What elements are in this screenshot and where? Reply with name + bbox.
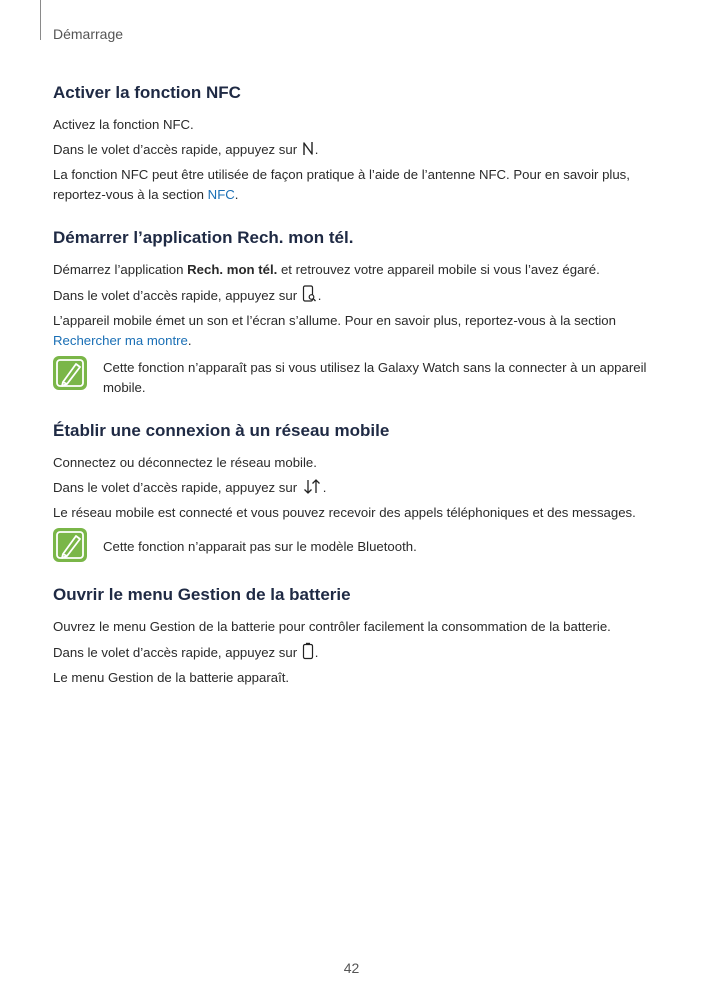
text: Démarrez l’application [53,262,184,277]
text: Dans le volet d’accès rapide, appuyez sur [53,480,298,495]
text: . [187,333,192,348]
section-mobile-network [53,420,653,562]
paragraph: Connectez ou déconnectez le réseau mobile. [53,455,317,470]
text: . [314,142,319,157]
text: Dans le volet d’accès rapide, appuyez sur [53,142,298,157]
text: L’appareil mobile émet un son et l’écran s’allume. Pour en savoir plus, reportez-vous à la section [53,313,616,328]
section-nfc [53,82,653,205]
header-title: Démarrage [53,26,124,42]
paragraph: Activez la fonction NFC. [53,117,194,132]
nfc-icon [302,140,314,157]
paragraph [53,140,653,160]
paragraph [53,642,653,663]
text: . [314,645,319,660]
section-title: Établir une connexion à un réseau mobile [53,421,390,440]
page-number: 42 [343,960,360,976]
paragraph: Le réseau mobile est connecté et vous pouvez recevoir des appels téléphoniques et des messages. [53,505,636,520]
nfc-section-link[interactable]: NFC [207,187,235,202]
document-body [53,82,653,710]
note [53,358,653,398]
find-watch-section-link[interactable]: Rechercher ma montre [53,333,188,348]
note [53,530,653,562]
text: Dans le volet d’accès rapide, appuyez sur [53,645,298,660]
paragraph [53,165,653,205]
section-battery [53,584,653,688]
battery-icon [302,642,314,660]
text: La fonction NFC peut être utilisée de façon pratique à l’aide de l’antenne NFC. Pour en savoir plus, reportez-vous à la section [53,167,630,202]
note-icon [53,356,87,390]
find-phone-icon [302,285,317,303]
header-rule [40,0,41,40]
text: . [234,187,239,202]
mobile-data-icon [302,478,322,495]
text: . [322,480,327,495]
paragraph: Ouvrez le menu Gestion de la batterie pour contrôler facilement la consommation de la batterie. [53,619,611,634]
note-text: Cette fonction n’apparaît pas si vous utilisez la Galaxy Watch sans la connecter à un appareil mobile. [103,360,647,395]
text: Dans le volet d’accès rapide, appuyez sur [53,288,298,303]
paragraph [53,285,653,306]
paragraph [53,311,653,351]
note-text: Cette fonction n’apparait pas sur le modèle Bluetooth. [103,539,417,554]
paragraph [53,260,653,280]
note-icon [53,528,87,562]
section-find-phone [53,227,653,398]
section-title: Activer la fonction NFC [53,83,241,102]
section-title: Démarrer l’application Rech. mon tél. [53,228,354,247]
text: . [317,288,322,303]
text: et retrouvez votre appareil mobile si vous l’avez égaré. [280,262,600,277]
section-title: Ouvrir le menu Gestion de la batterie [53,585,351,604]
paragraph [53,478,653,498]
paragraph: Le menu Gestion de la batterie apparaît. [53,670,290,685]
app-name: Rech. mon tél. [187,262,278,277]
